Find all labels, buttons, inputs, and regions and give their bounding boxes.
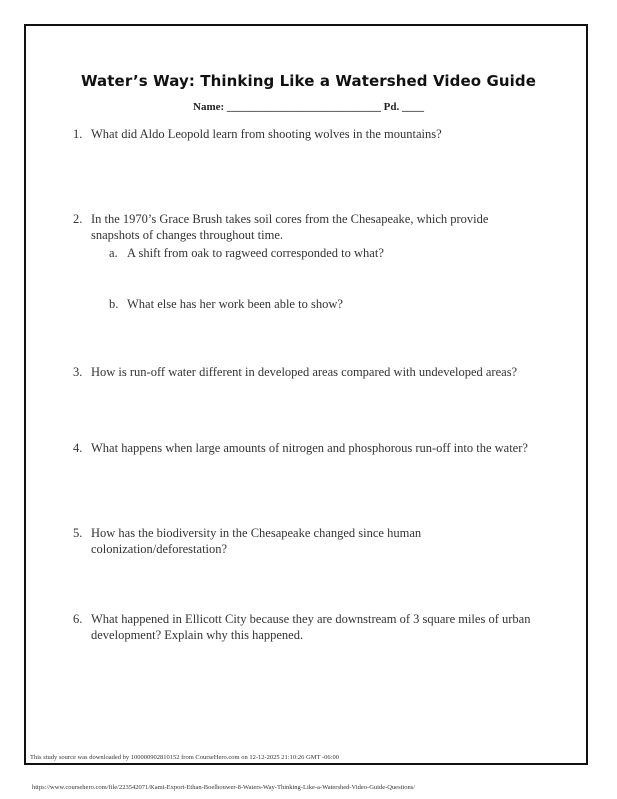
question-number: 3. bbox=[73, 365, 83, 379]
question-number: 4. bbox=[73, 441, 83, 455]
download-notice: This study source was downloaded by 100000902810152 from CourseHero.com on 12-12-2025 21:10:26 GMT -06:00 bbox=[30, 754, 339, 761]
question-6 bbox=[73, 611, 543, 643]
question-2a bbox=[109, 245, 529, 261]
subquestion-text: What else has her work been able to show? bbox=[127, 297, 343, 311]
source-url[interactable]: https://www.coursehero.com/file/223542071/Kami-Export-Ethan-Boelhouwer-8-Waters-Way-Thinking-Like-a-Watershed-Video-Guide-Questions/ bbox=[32, 784, 416, 791]
question-text: How has the biodiversity in the Chesapeake changed since human colonization/deforestation? bbox=[91, 526, 422, 556]
page-title: Water’s Way: Thinking Like a Watershed Video Guide bbox=[80, 72, 537, 90]
name-period-line: Name: ____________________________ Pd. ____ bbox=[193, 101, 424, 113]
question-3 bbox=[73, 364, 573, 380]
question-text: How is run-off water different in developed areas compared with undeveloped areas? bbox=[91, 365, 518, 379]
question-4 bbox=[73, 440, 553, 456]
question-2 bbox=[73, 211, 535, 243]
subquestion-text: A shift from oak to ragweed corresponded to what? bbox=[127, 246, 384, 260]
question-number: 1. bbox=[73, 127, 83, 141]
subquestion-letter: b. bbox=[109, 297, 119, 311]
question-number: 2. bbox=[73, 212, 83, 226]
question-text: What happens when large amounts of nitrogen and phosphorous run-off into the water? bbox=[91, 441, 528, 455]
question-2b bbox=[109, 296, 529, 312]
question-1 bbox=[73, 126, 553, 142]
question-5 bbox=[73, 525, 473, 557]
question-number: 6. bbox=[73, 612, 83, 626]
subquestion-letter: a. bbox=[109, 246, 118, 260]
question-number: 5. bbox=[73, 526, 83, 540]
question-text: What did Aldo Leopold learn from shooting wolves in the mountains? bbox=[91, 127, 442, 141]
question-text: What happened in Ellicott City because they are downstream of 3 square miles of urban development? Explain why this happened. bbox=[91, 612, 531, 642]
question-text: In the 1970’s Grace Brush takes soil cores from the Chesapeake, which provide snapshots of changes throughout time. bbox=[91, 212, 489, 242]
